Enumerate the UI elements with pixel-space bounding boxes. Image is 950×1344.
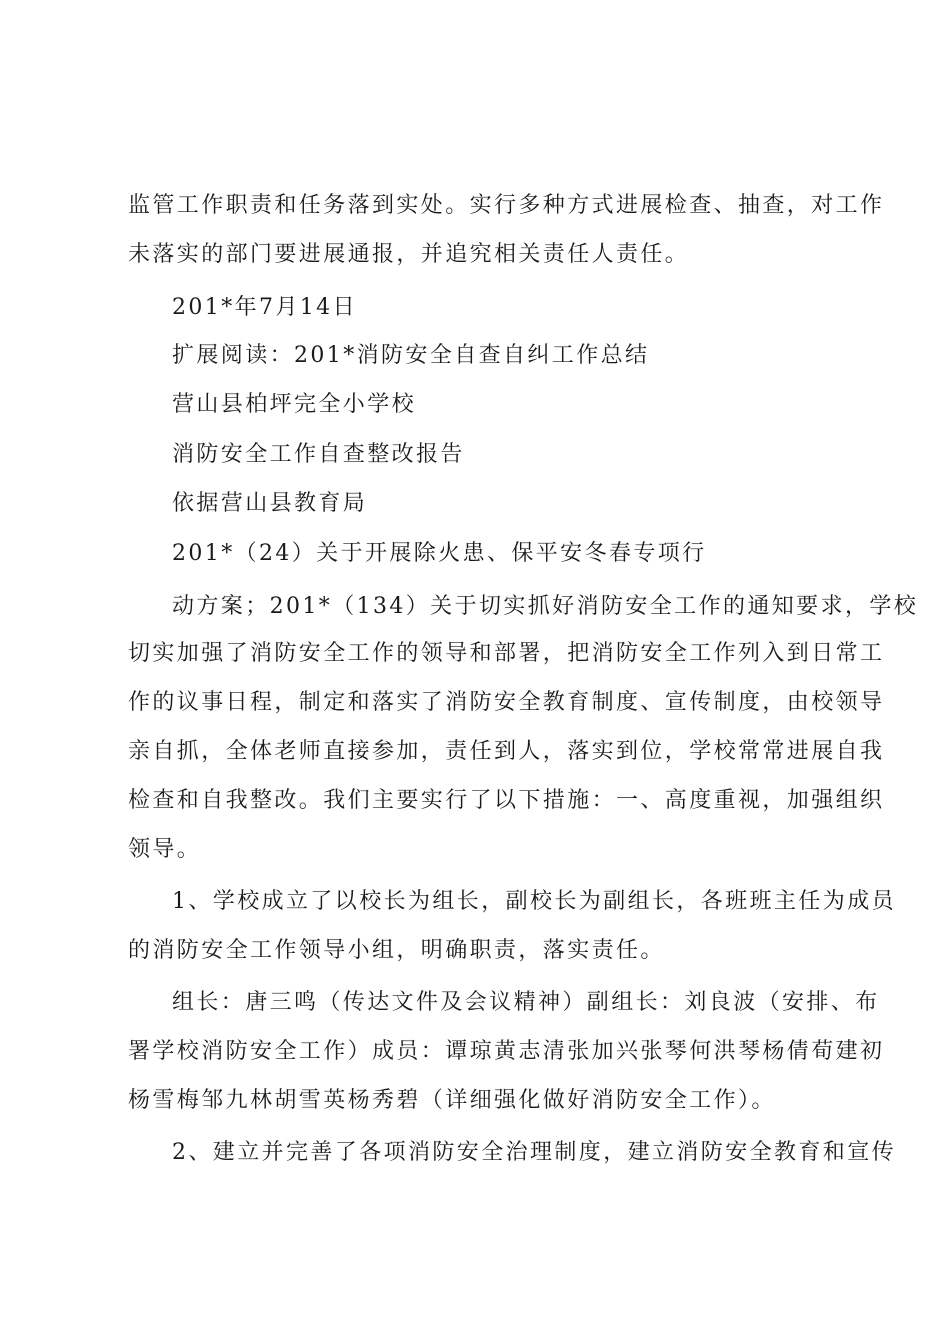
body-line: 作的议事日程，制定和落实了消防安全教育制度、宣传制度，由校领导 [128, 690, 885, 715]
extended-reading-heading: 扩展阅读：201*消防安全自查自纠工作总结 [172, 343, 650, 368]
body-line: 领导。 [128, 837, 202, 862]
body-line: 检查和自我整改。我们主要实行了以下措施：一、高度重视，加强组织 [128, 788, 885, 813]
body-line: 未落实的部门要进展通报，并追究相关责任人责任。 [128, 242, 690, 267]
body-line: 亲自抓，全体老师直接参加，责任到人，落实到位，学校常常进展自我 [128, 739, 885, 764]
body-line: 切实加强了消防安全工作的领导和部署，把消防安全工作列入到日常工 [128, 641, 885, 666]
body-line: 动方案；201*（134）关于切实抓好消防安全工作的通知要求，学校 [172, 594, 919, 619]
date-line: 201*年7月14日 [172, 295, 357, 320]
report-title: 消防安全工作自查整改报告 [172, 442, 465, 467]
body-line: 1、学校成立了以校长为组长，副校长为副组长，各班班主任为成员 [172, 889, 896, 914]
body-line: 监管工作职责和任务落到实处。实行多种方式进展检查、抽查，对工作 [128, 193, 885, 218]
school-name: 营山县柏坪完全小学校 [172, 392, 417, 417]
body-line: 的消防安全工作领导小组，明确职责，落实责任。 [128, 938, 665, 963]
body-line: 杨雪梅邹九林胡雪英杨秀碧（详细强化做好消防安全工作）。 [128, 1088, 776, 1113]
body-line: 2、建立并完善了各项消防安全治理制度，建立消防安全教育和宣传 [172, 1140, 896, 1165]
body-line: 依据营山县教育局 [172, 491, 368, 516]
body-line: 201*（24）关于开展除火患、保平安冬春专项行 [172, 541, 707, 566]
body-line: 组长：唐三鸣（传达文件及会议精神）副组长：刘良波（安排、布 [172, 990, 880, 1015]
body-line: 署学校消防安全工作）成员：谭琼黄志清张加兴张琴何洪琴杨倩荀建初 [128, 1039, 885, 1064]
